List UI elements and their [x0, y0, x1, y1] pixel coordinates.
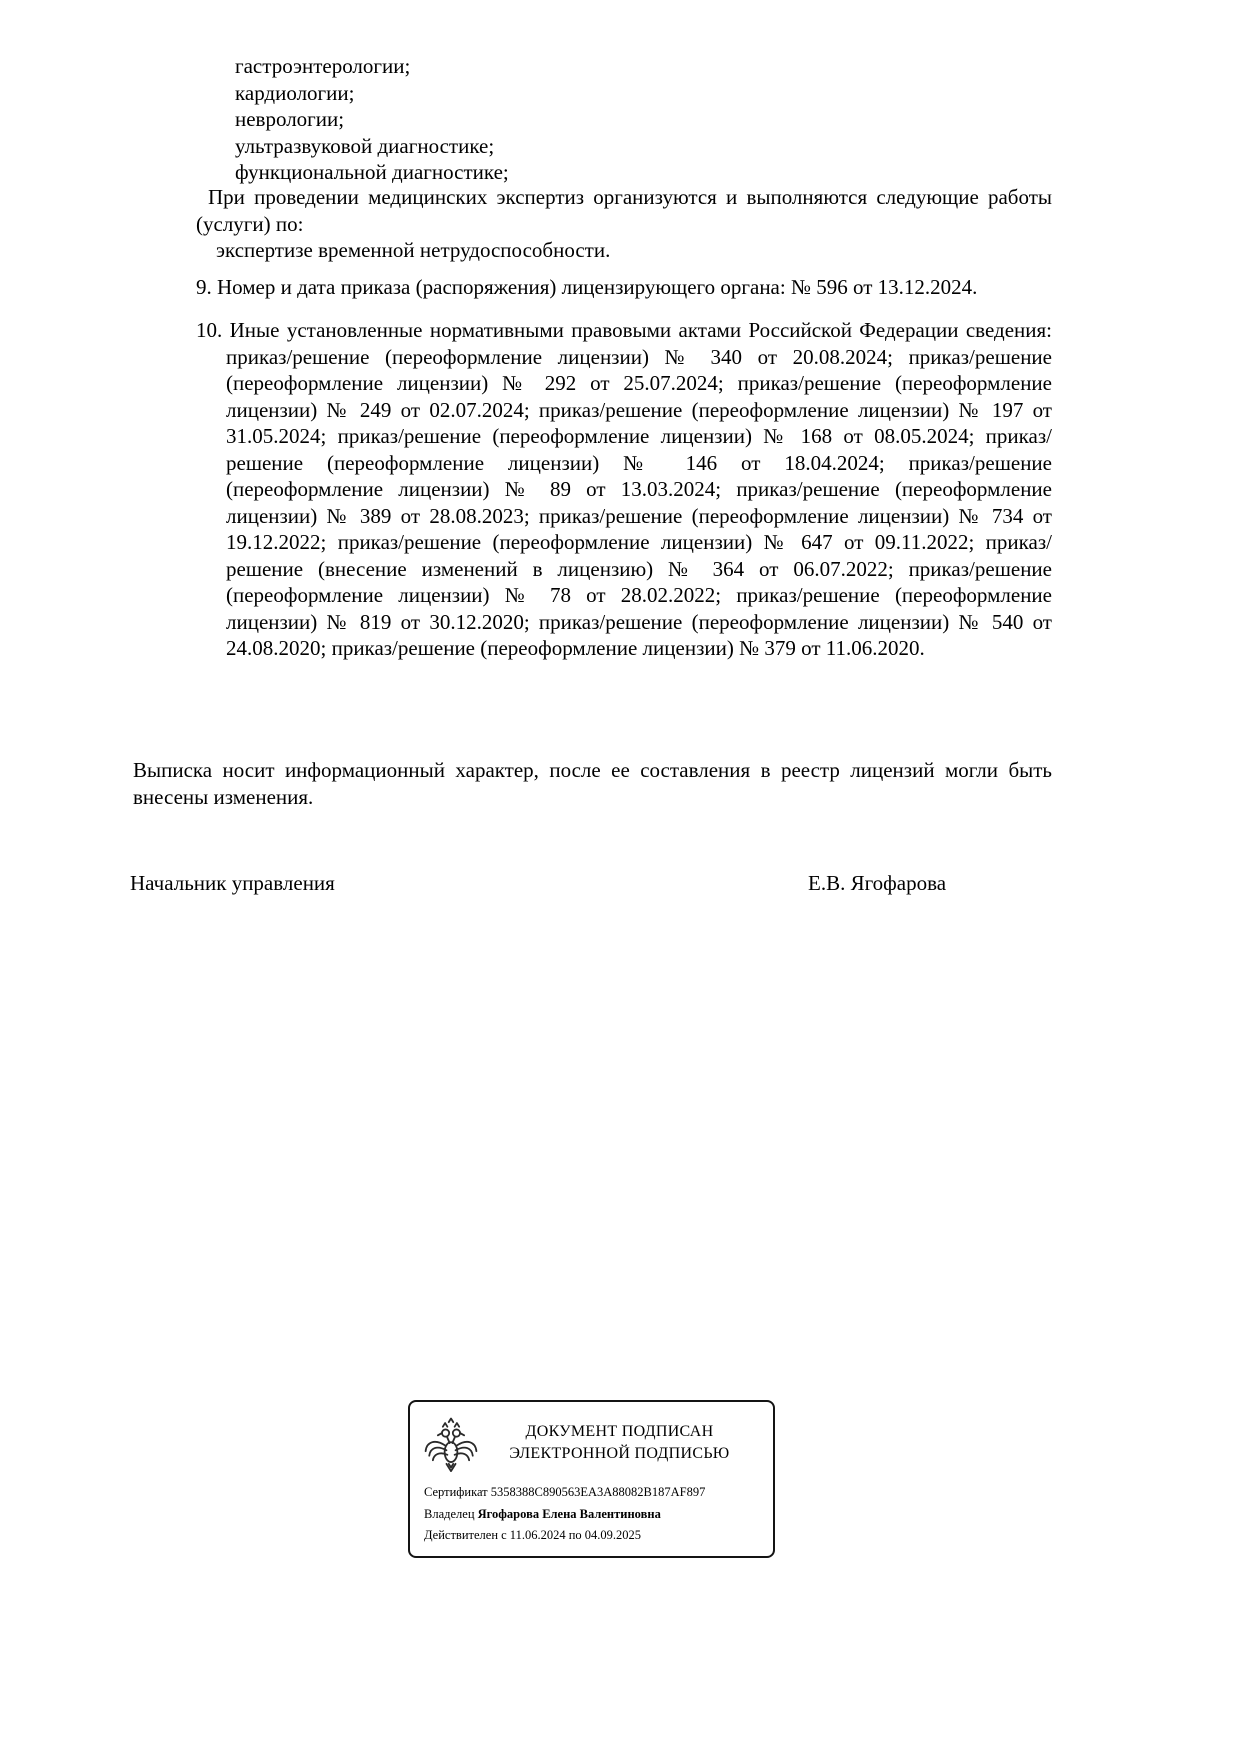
stamp-owner	[424, 1504, 759, 1526]
stamp-title-line2: ЭЛЕКТРОННОЙ ПОДПИСЬЮ	[509, 1445, 730, 1462]
stamp-validity: Действителен с 11.06.2024 по 04.09.2025	[424, 1528, 642, 1542]
info-note: Выписка носит информационный характер, после ее составления в реестр лицензий могли быть внесены изменения.	[133, 758, 1052, 809]
list-item: кардиологии;	[235, 80, 355, 105]
signature-stamp	[408, 1400, 775, 1558]
expertise-intro: При проведении медицинских экспертиз организуются и выполняются следующие работы (услуги) по:	[196, 185, 1052, 236]
stamp-certificate-value: 5358388C890563EA3A88082B187AF897	[490, 1485, 706, 1499]
stamp-details	[410, 1478, 773, 1547]
stamp-certificate	[424, 1482, 759, 1504]
signatory-name: Е.В. Ягофарова	[808, 871, 947, 895]
stamp-title-line1: ДОКУМЕНТ ПОДПИСАН	[525, 1423, 714, 1440]
stamp-header	[410, 1402, 773, 1478]
expertise-paragraph	[196, 184, 1052, 264]
clause-10: 10. Иные установленные нормативными правовыми актами Российской Федерации сведения: приказ/решение (переоформление лицензии) № 340 от 20.08.2024; приказ/решение (переоформление лицензии) № 292 от 25.07.2024; приказ/решение (переоформление лицензии) № 249 от 02.07.2024; приказ/решение (переоформление лицензии) № 197 от 31.05.2024; приказ/решение (переоформление лицензии) № 168 от 08.05.2024; приказ/решение (переоформление лицензии) № 146 от 18.04.2024; приказ/решение (переоформление лицензии) № 89 от 13.03.2024; приказ/решение (переоформление лицензии) № 389 от 28.08.2023; приказ/решение (переоформление лицензии) № 734 от 19.12.2022; приказ/решение (переоформление лицензии) № 647 от 09.11.2022; приказ/решение (внесение изменений в лицензию) № 364 от 06.07.2022; приказ/решение (переоформление лицензии) № 78 от 28.02.2022; приказ/решение (переоформление лицензии) № 819 от 30.12.2020; приказ/решение (переоформление лицензии) № 540 от 24.08.2020; приказ/решение (переоформление лицензии) № 379 от 11.06.2020.	[196, 318, 1052, 660]
stamp-certificate-label: Сертификат	[424, 1485, 488, 1499]
list-item: гастроэнтерологии;	[235, 54, 411, 78]
list-item: неврологии;	[235, 107, 345, 131]
list-item: ультразвуковой диагностике;	[235, 133, 495, 158]
expertise-item: экспертизе временной нетрудоспособности.	[216, 238, 611, 262]
stamp-owner-name: Ягофарова Елена Валентиновна	[477, 1506, 661, 1521]
clause-9: 9. Номер и дата приказа (распоряжения) лицензирующего органа: № 596 от 13.12.2024.	[196, 275, 978, 299]
signatory-title: Начальник управления	[130, 871, 335, 895]
stamp-title	[480, 1421, 759, 1465]
stamp-owner-label: Владелец	[424, 1506, 475, 1521]
coat-of-arms-icon	[422, 1410, 480, 1476]
double-headed-eagle-icon	[422, 1410, 480, 1476]
specialties-list	[235, 53, 509, 186]
list-item: функциональной диагностике;	[235, 160, 509, 184]
